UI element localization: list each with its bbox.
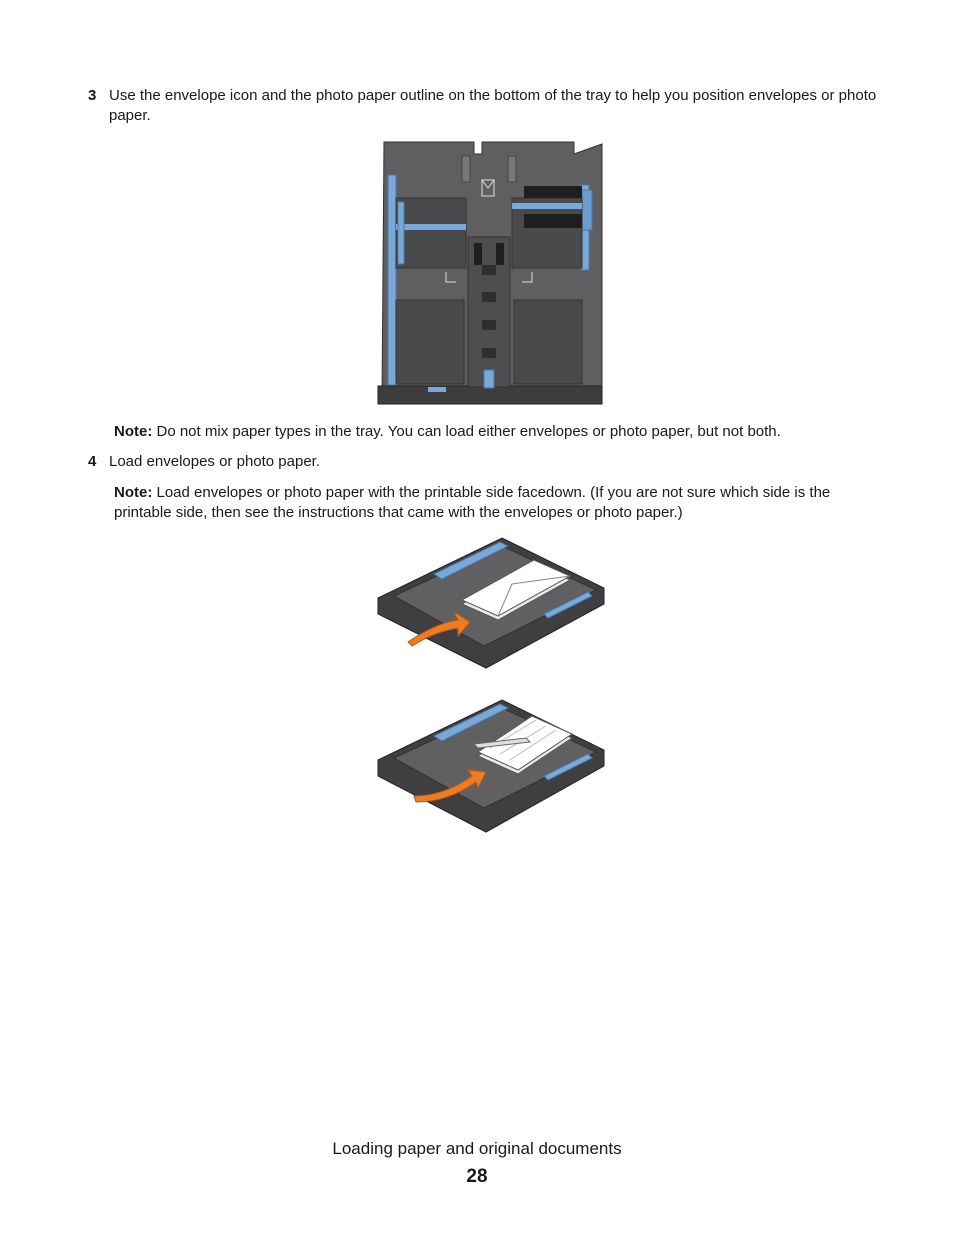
footer-section-title: Loading paper and original documents — [332, 1139, 622, 1158]
tray-top-view-illustration — [376, 140, 604, 412]
step-text: Load envelopes or photo paper. — [109, 453, 321, 470]
note-text: Do not mix paper types in the tray. You can load either envelopes or photo paper, but not both. — [156, 423, 781, 440]
note-label: Note: — [114, 484, 153, 501]
note-label: Note: — [114, 423, 153, 440]
note-mix-paper — [114, 422, 874, 442]
load-photo-paper-illustration — [374, 696, 608, 844]
step-number: 3 — [88, 87, 97, 104]
note-printable-side — [114, 483, 874, 523]
step-number: 4 — [88, 453, 97, 470]
load-envelopes-illustration — [374, 534, 608, 680]
step-text: Use the envelope icon and the photo paper outline on the bottom of the tray to help you position envelopes or photo paper. — [109, 87, 877, 124]
note-text: Load envelopes or photo paper with the printable side facedown. (If you are not sure which side is the printable side, then see the instructions that came with the envelopes or photo paper.) — [114, 484, 831, 521]
page-number: 28 — [466, 1166, 488, 1187]
